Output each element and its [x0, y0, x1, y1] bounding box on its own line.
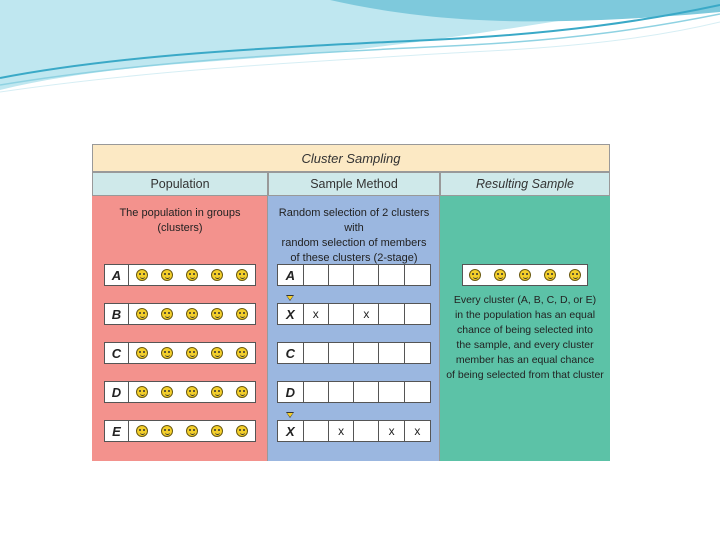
person-face-icon — [544, 269, 556, 281]
person-face-icon — [211, 308, 223, 320]
resulting-sample-column — [440, 196, 610, 461]
member-slot — [379, 304, 404, 324]
member-slot — [405, 265, 430, 285]
person-face-icon — [161, 386, 173, 398]
person-face-icon — [136, 308, 148, 320]
method-description-line: of these clusters (2-stage) — [290, 252, 418, 264]
person-face-icon — [469, 269, 481, 281]
population-column — [92, 196, 268, 461]
population-description-line: The population in groups — [119, 207, 241, 219]
member-slot — [405, 304, 430, 324]
person-face-icon — [161, 308, 173, 320]
member-slot — [329, 382, 354, 402]
resulting-sample-row — [462, 264, 588, 286]
population-description — [92, 206, 268, 236]
cluster-sampling-diagram — [92, 144, 610, 461]
member-slot — [329, 265, 354, 285]
result-description — [440, 293, 610, 383]
population-cluster-row — [104, 420, 256, 442]
member-slot — [304, 265, 329, 285]
column-header-resulting-sample: Resulting Sample — [440, 172, 610, 196]
result-description-line: Every cluster (A, B, C, D, or E) — [453, 294, 597, 306]
result-description-line: of being selected from that cluster — [446, 369, 604, 381]
member-slot — [379, 343, 404, 363]
method-description — [268, 206, 440, 266]
member-slot — [304, 343, 329, 363]
cluster-label: C — [278, 343, 304, 363]
person-face-icon — [236, 308, 248, 320]
person-face-icon — [161, 347, 173, 359]
method-description-line: Random selection of 2 clusters with — [278, 207, 430, 234]
cluster-label: C — [105, 343, 129, 363]
cluster-label: A — [278, 265, 304, 285]
result-description-line: chance of being selected into — [456, 324, 593, 336]
cluster-members — [129, 382, 255, 402]
cluster-label: X — [278, 421, 304, 441]
person-face-icon — [569, 269, 581, 281]
member-slot — [379, 265, 404, 285]
population-cluster-row — [104, 342, 256, 364]
method-cluster-row — [277, 303, 431, 325]
cluster-label: B — [105, 304, 129, 324]
person-face-icon — [211, 269, 223, 281]
result-description-line: the sample, and every cluster — [456, 339, 594, 351]
result-description-line: in the population has an equal — [454, 309, 596, 321]
cluster-members — [129, 304, 255, 324]
diagram-title: Cluster Sampling — [92, 144, 610, 172]
person-face-icon — [136, 386, 148, 398]
person-face-icon — [186, 269, 198, 281]
cluster-label: X — [278, 304, 304, 324]
member-slot — [304, 382, 329, 402]
member-slot — [354, 382, 379, 402]
person-face-icon — [211, 347, 223, 359]
person-face-icon — [161, 425, 173, 437]
member-slot — [304, 421, 329, 441]
person-face-icon — [186, 308, 198, 320]
person-face-icon — [186, 425, 198, 437]
member-slot: x — [304, 304, 329, 324]
member-slot — [354, 421, 379, 441]
method-cluster-row — [277, 342, 431, 364]
decorative-header-banner — [0, 0, 720, 100]
population-cluster-row — [104, 264, 256, 286]
cluster-label: E — [105, 421, 129, 441]
member-slot — [379, 382, 404, 402]
member-slot — [405, 343, 430, 363]
cluster-label: A — [105, 265, 129, 285]
column-header-population: Population — [92, 172, 268, 196]
person-face-icon — [236, 269, 248, 281]
cluster-members — [129, 421, 255, 441]
method-cluster-row — [277, 264, 431, 286]
person-face-icon — [236, 425, 248, 437]
person-face-icon — [136, 425, 148, 437]
person-face-icon — [186, 347, 198, 359]
person-face-icon — [186, 386, 198, 398]
member-slot — [354, 343, 379, 363]
population-cluster-row — [104, 381, 256, 403]
population-description-line: (clusters) — [157, 222, 203, 234]
member-slot: x — [354, 304, 379, 324]
cluster-label: D — [278, 382, 304, 402]
selection-arrow-icon — [286, 295, 294, 301]
person-face-icon — [136, 269, 148, 281]
result-description-line: member has an equal chance — [455, 354, 595, 366]
column-header-sample-method: Sample Method — [268, 172, 440, 196]
person-face-icon — [236, 347, 248, 359]
member-slot: x — [414, 424, 421, 438]
member-slot: x — [329, 421, 354, 441]
cluster-label: D — [105, 382, 129, 402]
person-face-icon — [211, 386, 223, 398]
person-face-icon — [136, 347, 148, 359]
person-face-icon — [161, 269, 173, 281]
cluster-members — [129, 265, 255, 285]
person-face-icon — [494, 269, 506, 281]
method-cluster-row — [277, 381, 431, 403]
method-cluster-row — [277, 420, 431, 442]
cluster-members — [129, 343, 255, 363]
member-slot — [405, 382, 430, 402]
member-slot — [329, 304, 354, 324]
population-cluster-row — [104, 303, 256, 325]
selection-arrow-icon — [286, 412, 294, 418]
sample-method-column — [268, 196, 440, 461]
person-face-icon — [519, 269, 531, 281]
person-face-icon — [211, 425, 223, 437]
member-slot: x — [379, 421, 404, 441]
member-slot — [354, 265, 379, 285]
member-slot — [329, 343, 354, 363]
method-description-line: random selection of members — [281, 237, 427, 249]
person-face-icon — [236, 386, 248, 398]
